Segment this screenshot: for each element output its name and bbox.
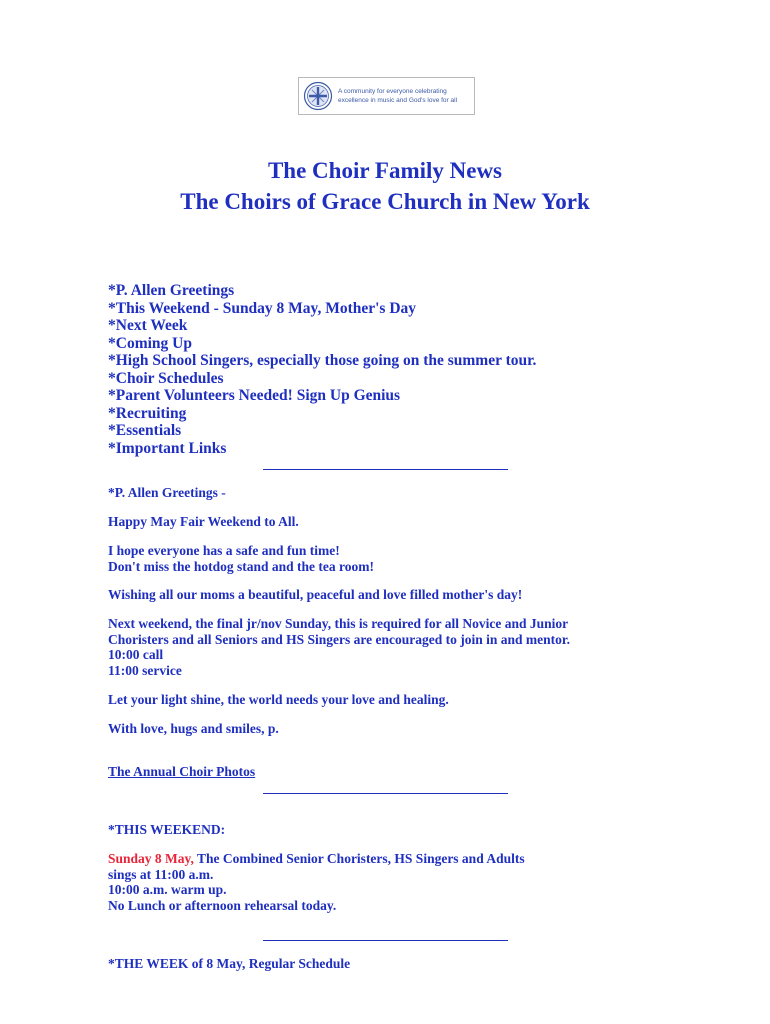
greetings-line: 11:00 service: [108, 662, 182, 678]
greetings-line: Next weekend, the final jr/nov Sunday, this is required for all Novice and Junior: [108, 616, 569, 631]
logo-tagline-line2: excellence in music and God's love for all: [338, 97, 458, 104]
toc-item-recruiting: *Recruiting: [108, 404, 187, 422]
section-divider: [263, 469, 508, 470]
toc-item-important-links: *Important Links: [108, 439, 227, 457]
greetings-heading: *P. Allen Greetings -: [108, 485, 226, 500]
table-of-contents: [108, 282, 536, 457]
toc-item-parent-volunteers: *Parent Volunteers Needed! Sign Up Genius: [108, 387, 401, 404]
greetings-signoff: With love, hugs and smiles, p.: [108, 721, 279, 736]
toc-item-high-school-singers: *High School Singers, especially those going on the summer tour.: [108, 352, 537, 369]
this-weekend-line: [108, 851, 525, 867]
church-seal-icon: [303, 81, 333, 111]
church-logo: [298, 77, 475, 115]
section-divider: [263, 793, 508, 794]
greetings-paragraph: Happy May Fair Weekend to All.: [108, 514, 299, 529]
the-week-heading: *THE WEEK of 8 May, Regular Schedule: [108, 956, 351, 971]
toc-item-coming-up: *Coming Up: [108, 334, 192, 352]
this-weekend-line: 10:00 a.m. warm up.: [108, 882, 227, 897]
logo-tagline: [338, 87, 457, 105]
this-weekend-line: No Lunch or afternoon rehearsal today.: [108, 897, 337, 913]
toc-item-essentials: *Essentials: [108, 422, 182, 439]
toc-item-choir-schedules: *Choir Schedules: [108, 369, 224, 387]
this-weekend-line: sings at 11:00 a.m.: [108, 866, 214, 882]
newsletter-title: The Choir Family News: [267, 158, 503, 183]
toc-item-next-week: *Next Week: [108, 317, 188, 334]
this-weekend-line-text: The Combined Senior Choristers, HS Singers and Adults: [193, 851, 525, 866]
greetings-line: I hope everyone has a safe and fun time!: [108, 543, 340, 558]
section-divider: [263, 940, 508, 941]
toc-item-this-weekend: *This Weekend - Sunday 8 May, Mother's Day: [108, 299, 417, 317]
greetings-paragraph: [108, 616, 570, 678]
greetings-paragraph: Wishing all our moms a beautiful, peaceful and love filled mother's day!: [108, 587, 523, 602]
choir-photos-link[interactable]: The Annual Choir Photos: [108, 764, 256, 779]
this-weekend-heading: *THIS WEEKEND:: [108, 822, 226, 837]
greetings-paragraph: [108, 543, 374, 574]
greetings-line: Choristers and all Seniors and HS Singers are encouraged to join in and mentor.: [108, 631, 571, 647]
greetings-line: 10:00 call: [108, 647, 164, 662]
toc-item-greetings: *P. Allen Greetings: [108, 282, 235, 299]
this-weekend-details: [108, 851, 525, 913]
this-weekend-date: Sunday 8 May,: [108, 851, 194, 866]
greetings-line: Don't miss the hotdog stand and the tea room!: [108, 558, 375, 574]
logo-tagline-line1: A community for everyone celebrating: [338, 88, 447, 95]
newsletter-subtitle: The Choirs of Grace Church in New York: [180, 189, 590, 214]
greetings-paragraph: Let your light shine, the world needs your love and healing.: [108, 692, 449, 707]
